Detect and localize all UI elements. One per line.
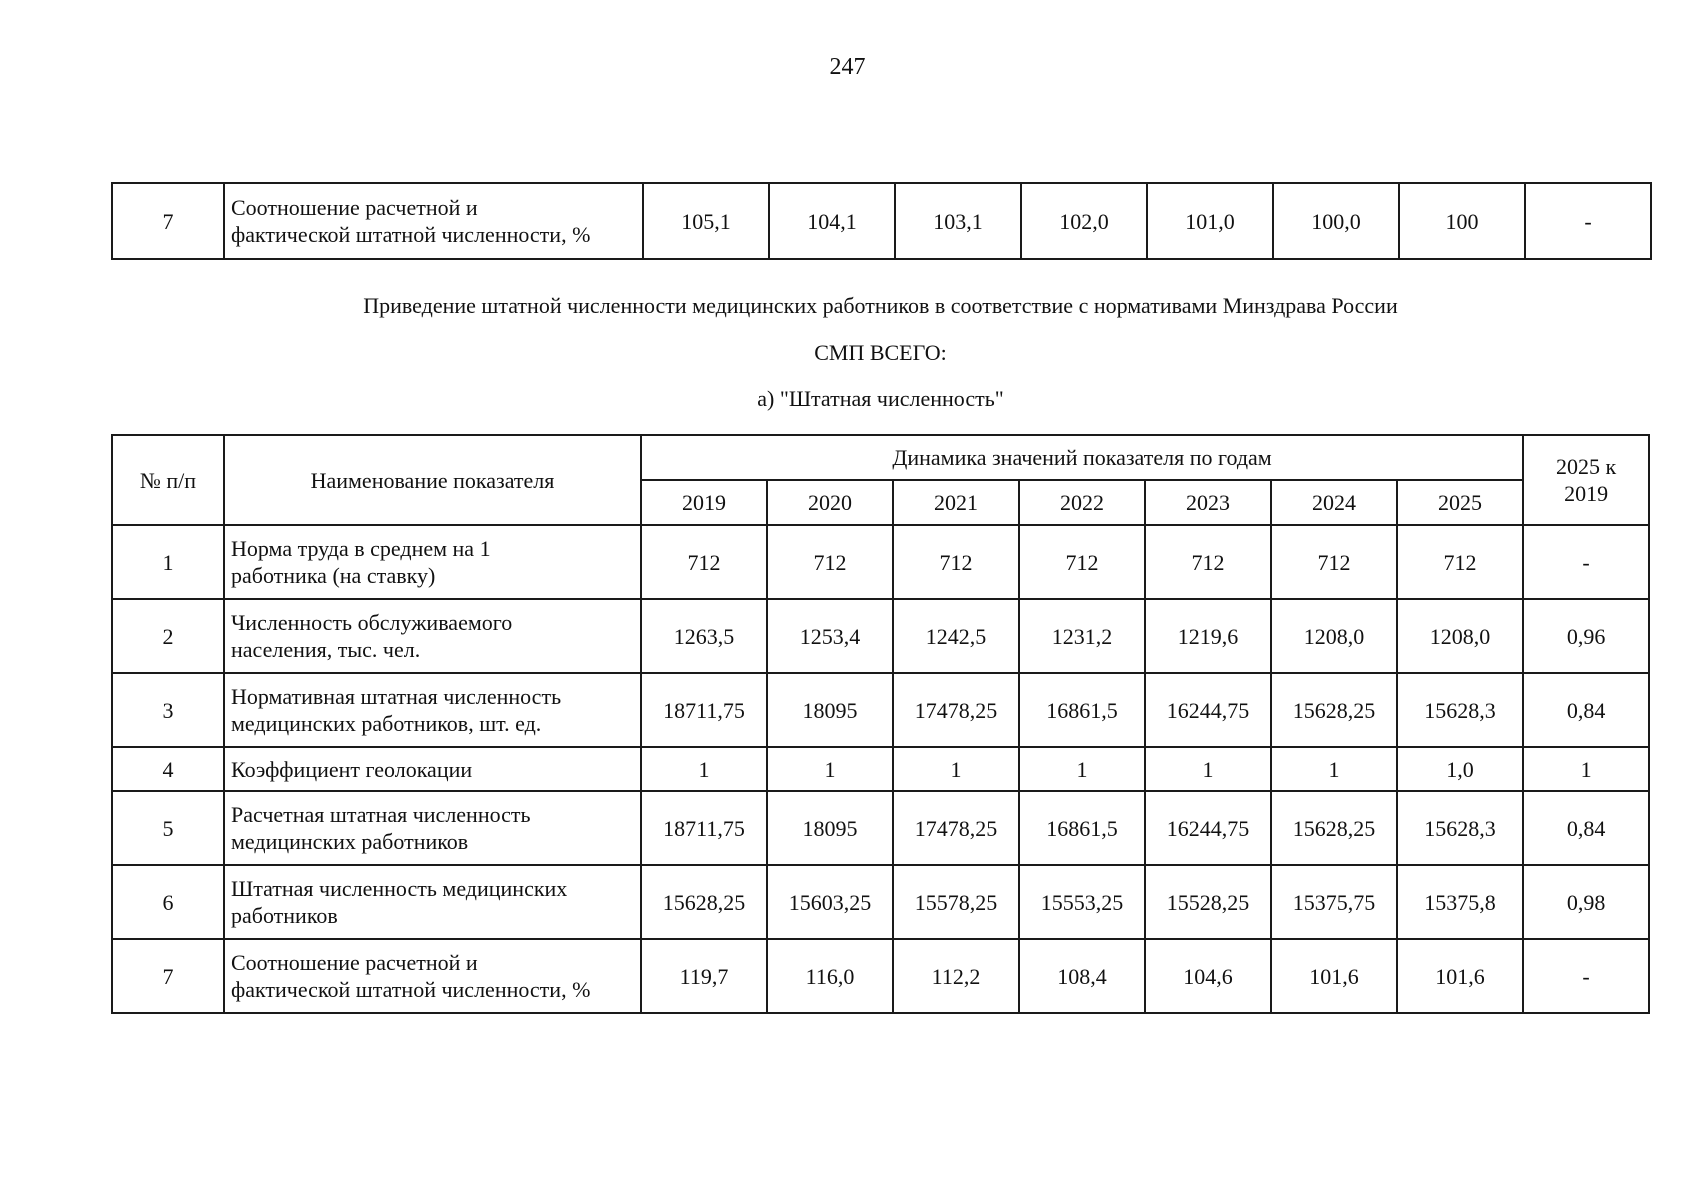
value-cell: 100,0 bbox=[1273, 183, 1399, 259]
ratio-cell: 0,84 bbox=[1523, 673, 1649, 747]
row-number: 7 bbox=[112, 939, 224, 1013]
value-cell: 15628,25 bbox=[641, 865, 767, 939]
ratio-cell: 1 bbox=[1523, 747, 1649, 791]
value-cell: 15628,3 bbox=[1397, 673, 1523, 747]
header-row bbox=[112, 435, 1649, 480]
value-cell: 16861,5 bbox=[1019, 791, 1145, 865]
row-number: 4 bbox=[112, 747, 224, 791]
table-caption: а) "Штатная численность" bbox=[757, 386, 1004, 411]
value-cell: 18711,75 bbox=[641, 791, 767, 865]
year-header: 2019 bbox=[641, 480, 767, 525]
section-subtitle: СМП ВСЕГО: bbox=[814, 340, 947, 365]
value-cell: 15375,75 bbox=[1271, 865, 1397, 939]
value-cell: 101,0 bbox=[1147, 183, 1273, 259]
value-cell: 15528,25 bbox=[1145, 865, 1271, 939]
indicator-name: Соотношение расчетной и фактической штатной численности, % bbox=[224, 939, 641, 1013]
value-cell: 16244,75 bbox=[1145, 673, 1271, 747]
row-number: 3 bbox=[112, 673, 224, 747]
indicator-name: Нормативная штатная численность медицинских работников, шт. ед. bbox=[224, 673, 641, 747]
value-cell: 16861,5 bbox=[1019, 673, 1145, 747]
indicator-name: Численность обслуживаемого населения, тыс. чел. bbox=[224, 599, 641, 673]
value-cell: 1,0 bbox=[1397, 747, 1523, 791]
value-cell: 100 bbox=[1399, 183, 1525, 259]
value-cell: 112,2 bbox=[893, 939, 1019, 1013]
value-cell: 1208,0 bbox=[1397, 599, 1523, 673]
year-header: 2020 bbox=[767, 480, 893, 525]
row-number: 1 bbox=[112, 525, 224, 599]
value-cell: 712 bbox=[767, 525, 893, 599]
value-cell: 17478,25 bbox=[893, 791, 1019, 865]
value-cell: 15628,25 bbox=[1271, 673, 1397, 747]
value-cell: 104,1 bbox=[769, 183, 895, 259]
header-num: № п/п bbox=[112, 435, 224, 525]
value-cell: 1 bbox=[767, 747, 893, 791]
ratio-cell: - bbox=[1523, 525, 1649, 599]
value-cell: 119,7 bbox=[641, 939, 767, 1013]
value-cell: 17478,25 bbox=[893, 673, 1019, 747]
value-cell: 1231,2 bbox=[1019, 599, 1145, 673]
value-cell: 712 bbox=[1145, 525, 1271, 599]
year-header: 2024 bbox=[1271, 480, 1397, 525]
indicator-name: Штатная численность медицинских работников bbox=[224, 865, 641, 939]
ratio-cell: 0,96 bbox=[1523, 599, 1649, 673]
page-number: 247 bbox=[829, 54, 866, 80]
value-cell: 16244,75 bbox=[1145, 791, 1271, 865]
row-number: 7 bbox=[112, 183, 224, 259]
value-cell: 15603,25 bbox=[767, 865, 893, 939]
value-cell: 104,6 bbox=[1145, 939, 1271, 1013]
ratio-cell: - bbox=[1523, 939, 1649, 1013]
value-cell: 712 bbox=[1271, 525, 1397, 599]
row-number: 2 bbox=[112, 599, 224, 673]
value-cell: 1 bbox=[641, 747, 767, 791]
value-cell: 1263,5 bbox=[641, 599, 767, 673]
value-cell: 101,6 bbox=[1271, 939, 1397, 1013]
value-cell: 105,1 bbox=[643, 183, 769, 259]
table-row bbox=[112, 939, 1649, 1013]
year-header: 2023 bbox=[1145, 480, 1271, 525]
value-cell: 102,0 bbox=[1021, 183, 1147, 259]
indicator-name: Коэффициент геолокации bbox=[224, 747, 641, 791]
value-cell: 1 bbox=[1019, 747, 1145, 791]
continued-table bbox=[111, 182, 1652, 260]
row-number: 5 bbox=[112, 791, 224, 865]
table-row bbox=[112, 525, 1649, 599]
ratio-cell: 0,84 bbox=[1523, 791, 1649, 865]
value-cell: 1253,4 bbox=[767, 599, 893, 673]
value-cell: 1219,6 bbox=[1145, 599, 1271, 673]
table-row bbox=[112, 865, 1649, 939]
value-cell: 101,6 bbox=[1397, 939, 1523, 1013]
value-cell: 1242,5 bbox=[893, 599, 1019, 673]
year-header: 2021 bbox=[893, 480, 1019, 525]
value-cell: 15628,3 bbox=[1397, 791, 1523, 865]
table-row bbox=[112, 747, 1649, 791]
table-row bbox=[112, 791, 1649, 865]
header-dynamics: Динамика значений показателя по годам bbox=[641, 435, 1523, 480]
year-header: 2022 bbox=[1019, 480, 1145, 525]
value-cell: 18711,75 bbox=[641, 673, 767, 747]
value-cell: 18095 bbox=[767, 673, 893, 747]
ratio-cell: - bbox=[1525, 183, 1651, 259]
value-cell: 712 bbox=[893, 525, 1019, 599]
row-number: 6 bbox=[112, 865, 224, 939]
value-cell: 1 bbox=[1145, 747, 1271, 791]
value-cell: 15553,25 bbox=[1019, 865, 1145, 939]
ratio-cell: 0,98 bbox=[1523, 865, 1649, 939]
value-cell: 1 bbox=[1271, 747, 1397, 791]
staffing-table bbox=[111, 434, 1650, 1014]
table-row bbox=[112, 599, 1649, 673]
value-cell: 712 bbox=[641, 525, 767, 599]
indicator-name: Соотношение расчетной и фактической штатной численности, % bbox=[224, 183, 643, 259]
header-name: Наименование показателя bbox=[224, 435, 641, 525]
value-cell: 103,1 bbox=[895, 183, 1021, 259]
table-row bbox=[112, 673, 1649, 747]
value-cell: 15375,8 bbox=[1397, 865, 1523, 939]
value-cell: 15628,25 bbox=[1271, 791, 1397, 865]
indicator-name: Расчетная штатная численность медицинских работников bbox=[224, 791, 641, 865]
value-cell: 15578,25 bbox=[893, 865, 1019, 939]
year-header: 2025 bbox=[1397, 480, 1523, 525]
value-cell: 1208,0 bbox=[1271, 599, 1397, 673]
value-cell: 712 bbox=[1397, 525, 1523, 599]
value-cell: 712 bbox=[1019, 525, 1145, 599]
indicator-name: Норма труда в среднем на 1 работника (на ставку) bbox=[224, 525, 641, 599]
section-title: Приведение штатной численности медицинских работников в соответствие с нормативами Минздрава России bbox=[363, 293, 1398, 318]
header-ratio: 2025 к 2019 bbox=[1523, 435, 1649, 525]
value-cell: 18095 bbox=[767, 791, 893, 865]
table-row bbox=[112, 183, 1651, 259]
value-cell: 116,0 bbox=[767, 939, 893, 1013]
value-cell: 1 bbox=[893, 747, 1019, 791]
value-cell: 108,4 bbox=[1019, 939, 1145, 1013]
